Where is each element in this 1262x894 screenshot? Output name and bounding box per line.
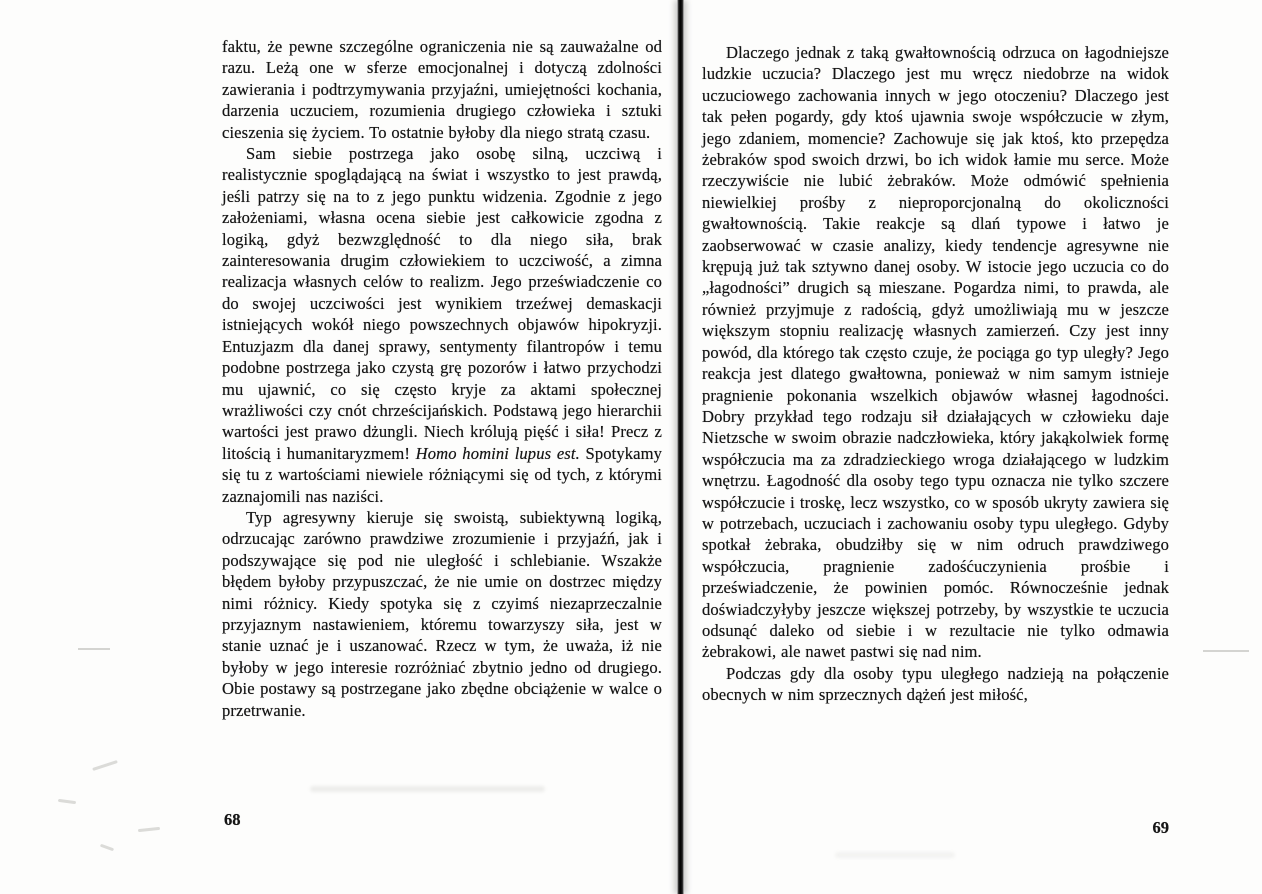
paragraph	[222, 143, 662, 507]
paragraph-text: Podczas gdy dla osoby typu uległego nadzieją na połączenie obecnych w nim sprzecznych dążeń jest miłość,	[702, 663, 1169, 705]
scan-artifact-smudge	[92, 760, 118, 771]
scan-artifact-ghost-text	[310, 786, 545, 792]
paragraph	[222, 507, 662, 721]
page-number-left: 68	[224, 810, 241, 829]
paragraph	[222, 36, 662, 143]
scan-artifact-dash-left	[78, 648, 110, 650]
paragraph	[702, 42, 1169, 663]
page-left-text-column	[222, 36, 662, 721]
paragraph-text: Sam siebie postrzega jako osobę silną, uczciwą i realistycznie spoglądającą na świat i wszystko to jest prawdą, jeśli patrzy się na to z jego punktu widzenia. Zgodnie z jego założeniami, własna ocena siebie jest całkowicie zgodna z logiką, gdyż bezwzględność to dla niego siła, brak zainteresowania drugim człowiekiem to uczciwość, a zimna realizacja własnych celów to realizm. Jego przeświadczenie co do swojej uczciwości jest wynikiem trzeźwej demaskacji istniejących wokół niego powszechnych objawów hipokryzji. Entuzjazm dla danej sprawy, sentymenty filantropów i temu podobne postrzega jako czystą grę pozorów i łatwo przychodzi mu ujawnić, co się często kryje za aktami społecznej wrażliwości czy cnót chrześcijańskich. Podstawą jego hierarchii wartości jest prawo dżungli. Niech królują pięść i siła! Precz z litością i humanitaryzmem!	[222, 144, 662, 463]
paragraph-text: Typ agresywny kieruje się swoistą, subiektywną logiką, odrzucając zarówno prawdziwe zrozumienie i przyjaźń, jak i podszywające się pod nie uległość i schlebianie. Wszakże błędem byłoby przypuszczać, że nie umie on dostrzec między nimi różnicy. Kiedy spotyka się z czyimś niezaprzeczalnie przyjaznym nastawieniem, któremu towarzyszy siła, jest w stanie uznać je i uszanować. Rzecz w tym, że uważa, iż nie byłoby w jego interesie rozróżniać zbytnio jedno od drugiego. Obie postawy są postrzegane jako zbędne obciążenie w walce o przetrwanie.	[222, 507, 662, 720]
page-number-right: 69	[1152, 818, 1169, 837]
page-right-text-column	[702, 42, 1169, 706]
latin-phrase-italic: Homo homini lupus est.	[415, 443, 580, 463]
scan-artifact-smudge	[100, 844, 114, 852]
scan-artifact-smudge	[58, 799, 76, 804]
paragraph-text: Dlaczego jednak z taką gwałtownością odrzuca on łagodniejsze ludzkie uczucia? Dlaczego jest mu wręcz niedobrze na widok uczuciowego zachowania innych w jego otoczeniu? Dlaczego jest tak pełen pogardy, gdy ktoś ujawnia swoje współczucie w złym, jego zdaniem, momencie? Zachowuje się jak ktoś, kto przepędza żebraków spod swoich drzwi, bo ich widok łamie mu serce. Może rzeczywiście nie lubić żebraków. Może odmówić spełnienia niewielkiej prośby z nieproporcjonalną do okoliczności gwałtownością. Takie reakcje są dlań typowe i łatwo je zaobserwować w czasie analizy, kiedy tendencje agresywne nie krępują już tak sztywno danej osoby. W istocie jego uczucia co do „łagodności” drugich są mieszane. Pogardza nimi, to prawda, ale również przyjmuje z radością, gdyż umożliwiają mu w jeszcze większym stopniu realizację własnych zamierzeń. Czy jest inny powód, dla którego tak często czuje, że pociąga go typ uległy? Jego reakcja jest dlatego gwałtowna, ponieważ w nim samym istnieje pragnienie pokonania wszelkich objawów własnej łagodności. Dobry przykład tego rodzaju sił działających w człowieku daje Nietzsche w swoim obrazie nadczłowieka, który jakąkolwiek formę współczucia ma za zdradzieckiego wroga działającego w ludzkim wnętrzu. Łagodność dla osoby tego typu oznacza nie tylko szczere współczucie i troskę, lecz wszystko, co w sposób ukryty zawiera się w potrzebach, uczuciach i zachowaniu osoby typu uległego. Gdyby spotkał żebraka, obudziłby się w nim odruch prawdziwego współczucia, pragnienie zadośćuczynienia prośbie i przeświadczenie, że powinien pomóc. Równocześnie jednak doświadczyłyby jeszcze większej potrzeby, by wszystkie te uczucia odsunąć daleko od siebie i w rezultacie nie tylko odmawia żebrakowi, ale nawet pastwi się nad nim.	[702, 43, 1169, 662]
scan-artifact-ghost-text	[835, 852, 955, 858]
paragraph	[702, 663, 1169, 706]
paragraph-text: Spotykamy się tu z wartościami niewiele różniącymi się od tych, z którymi zaznajomili nas naziści.	[222, 443, 663, 506]
book-spine-gutter	[677, 0, 684, 894]
scan-artifact-smudge	[138, 827, 160, 832]
paragraph-text: faktu, że pewne szczególne ograniczenia nie są zauważalne od razu. Leżą one w sferze emocjonalnej i dotyczą zdolności zawierania i podtrzymywania przyjaźni, umiejętności kochania, darzenia uczuciem, rozumienia drugiego człowieka i sztuki cieszenia się życiem. To ostatnie byłoby dla niego stratą czasu.	[222, 37, 662, 142]
scan-artifact-dash-right	[1203, 650, 1249, 652]
